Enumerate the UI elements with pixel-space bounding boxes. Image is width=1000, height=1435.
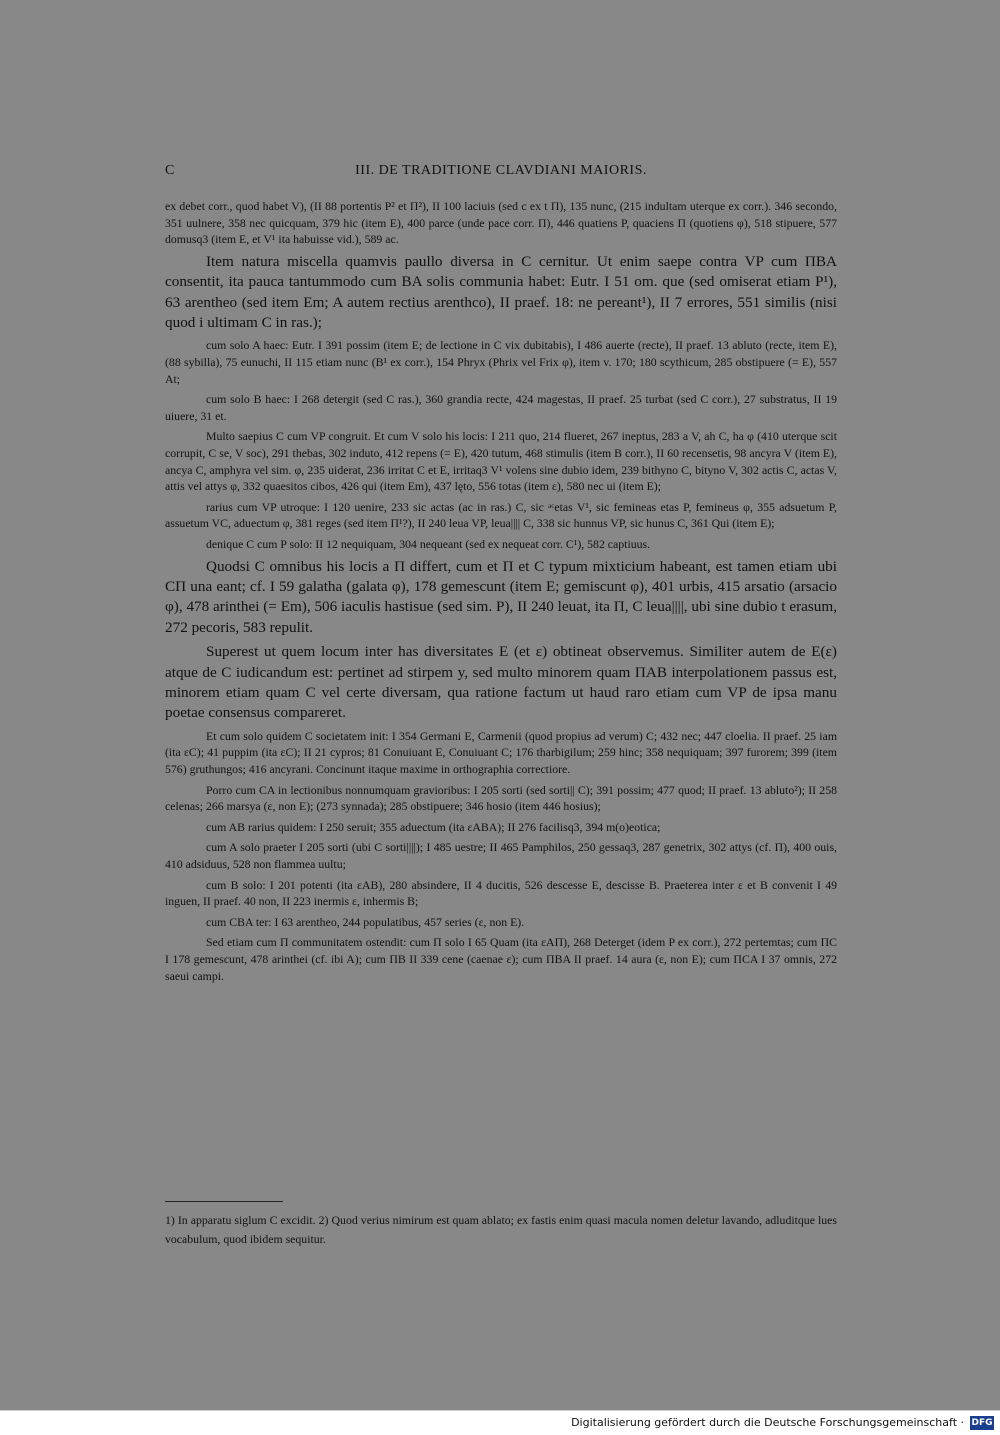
paragraph: Et cum solo quidem C societatem init: I 354 Germani E, Carmenii (quod propius ad verum) C; 432 nec; 447 cloelia. II praef. 25 iam (ita εC); 41 puppim (ita εC); II 21 cypros; 81 Conuiuant E, Conuiuant C; 176 tharbigilum; 259 hinc; 358 nequiquam; 397 furorem; 399 (item 576) gruthungos; 416 ancyrani. Concinunt itaque maxime in orthographia correctiore. (165, 728, 837, 776)
footnote-divider (165, 1201, 283, 1202)
paragraph: Item natura miscella quamvis paullo diversa in C cernitur. Ut enim saepe contra VP cum ΠBA consentit, ita pauca tantummodo cum BA solis communia habet: Eutr. I 51 om. que (sed omiserat etiam P¹), 63 arentheo (sed item Em; A autem rectius arenthco), II praef. 18: ne pereant¹), II 7 errores, 551 similis (nisi quod i ultimam C in ras.); (165, 252, 837, 331)
paragraph: cum A solo praeter I 205 sorti (ubi C sorti||||); I 485 uestre; II 465 Pamphilos, 250 gessaq3, 287 genetrix, 302 attys (cf. Π), 400 ouis, 410 adsiduus, 528 non flammea uultu; (165, 840, 837, 871)
paragraph: cum B solo: I 201 potenti (ita εAB), 280 absindere, II 4 ducitis, 526 descesse E, descisse B. Praeterea inter ε et B convenit I 49 inguen, II praef. 40 non, II 223 inermis ε, inhermis B; (165, 877, 837, 909)
digitization-footer (0, 1410, 1000, 1435)
paragraph: Superest ut quem locum inter has diversitates E (et ε) obtineat observemus. Similiter autem de E(ε) atque de C iudicandum est: pertinet ad stirpem y, sed multo minorem quam ΠAB interpolationem passus est, minorem etiam quam C vel certe diversam, qua ratione factum ut haud raro etiam cum VP de ipsa manu poetae consensus compareret. (165, 643, 837, 722)
dfg-logo-icon[interactable]: DFG (971, 1418, 993, 1428)
paragraph: rarius cum VP utroque: I 120 uenire, 233 sic actas (ac in ras.) C, sic ᵃᶜetas V¹, sic femineas etas P, femineus φ, 355 adsuetum P, assuetum VC, aduectum φ, 381 reges (sed item Π¹?), II 240 leua VP, leua|||| C, 338 sic hunnus VP, sic hunus C, 361 Qui (item E); (165, 499, 837, 531)
footnotes: 1) In apparatu siglum C excidit. 2) Quod verius nimirum est quam ablato; ex fastis enim quasi macula nomen deletur lavando, adluditque lues vocabulum, quod ibidem sequitur. (165, 1213, 837, 1246)
paragraph: cum solo A haec: Eutr. I 391 possim (item E; de lectione in C vix dubitabis), I 486 auerte (recte), II praef. 13 abluto (recte, item E), (88 sybilla), 75 eunuchi, II 115 etiam nunc (B¹ ex corr.), 154 Phryx (Phrix vel Frix φ), item v. 170; 180 scythicum, 285 obstipuere (= E), 557 At; (165, 338, 837, 386)
paragraph: cum solo B haec: I 268 detergit (sed C ras.), 360 grandia recte, 424 magestas, II praef. 25 turbat (sed C corr.), 27 substratus, II 19 uiuere, 31 et. (165, 392, 837, 423)
paragraph: ex debet corr., quod habet V), (II 88 portentis P² et Π²), II 100 laciuis (sed c ex t Π), 135 nunc, (215 indultam uterque ex corr.). 346 secondo, 351 uulnere, 358 nec quicquam, 379 hic (item E), 400 parce (unde pace corr. Π), 446 quatiens P, quaciens Π (quotiens φ), 518 stipuere, 577 domusq3 (item E, et V¹ ita habuisse vid.), 589 ac. (165, 199, 837, 247)
paragraph: denique C cum P solo: II 12 nequiquam, 304 nequeant (sed ex nequeat corr. C¹), 582 captiuus. (206, 536, 651, 551)
paragraph: cum CBA ter: I 63 arentheo, 244 populatibus, 457 series (ε, non E). (206, 914, 525, 929)
paragraph: Sed etiam cum Π communitatem ostendit: cum Π solo I 65 Quam (ita εAΠ), 268 Deterget (idem P ex corr.), 272 pertemtas; cum ΠC I 178 gemescunt, 478 arinthei (cf. ibi A); cum ΠB II 339 cene (caenae ε); cum ΠBA II praef. 14 aura (ε, non E); cum ΠCA I 37 omnis, 272 saeui campi. (165, 935, 837, 983)
paragraph: Multo saepius C cum VP congruit. Et cum V solo his locis: I 211 quo, 214 flueret, 267 ineptus, 283 a V, ah C, ha φ (410 uterque scit corrupit, C se, V soc), 291 thebas, 302 induto, 412 repens (= E), 420 tutum, 468 stimulis (item B corr.), II 60 recensetis, 98 ancyra V (item E), ancya C, amphyra vel sim. φ, 235 uiderat, 236 irritat C et E, irritaq3 V¹ volens sine dubio idem, 239 bithyno C, bityno V, 302 actis C, actas V, attis vel attys φ, 332 quaesitos cibos, 426 qui (item Em), 437 lęto, 556 totas (item ε), 580 nec ui (item E); (165, 429, 837, 494)
paragraph: Porro cum CA in lectionibus nonnumquam gravioribus: I 205 sorti (sed sorti|| C); 391 possim; 477 quod; II praef. 13 abluto²); II 258 celenas; 266 marsya (ε, non E); (273 synnada); 285 obstipuere; 346 hosio (item 446 hosius); (165, 782, 837, 814)
paragraph: cum AB rarius quidem: I 250 seruit; 355 aduectum (ita εABA); II 276 facilisq3, 394 m(o)eotica; (206, 819, 661, 834)
page-number: C (165, 163, 175, 178)
running-title: III. DE TRADITIONE CLAVDIANI MAIORIS. (355, 163, 647, 178)
running-header (165, 163, 837, 183)
paragraph: Quodsi C omnibus his locis a Π differt, cum et Π et C typum mixticium habeant, est tamen etiam ubi CΠ una eant; cf. I 59 galatha (galata φ), 178 gemescunt (item E; gemiscunt φ), 401 urbis, 415 arsatio (arsacio φ), 478 arinthei (= Em), 506 iaculis hastisue (sed sim. P), II 240 leuat, ita Π, C leua||||, ubi sine dubio t erasum, 272 pecoris, 583 repulit. (165, 557, 837, 636)
funding-notice: Digitalisierung gefördert durch die Deutsche Forschungsgemeinschaft · (571, 1416, 964, 1429)
main-text (165, 198, 837, 988)
